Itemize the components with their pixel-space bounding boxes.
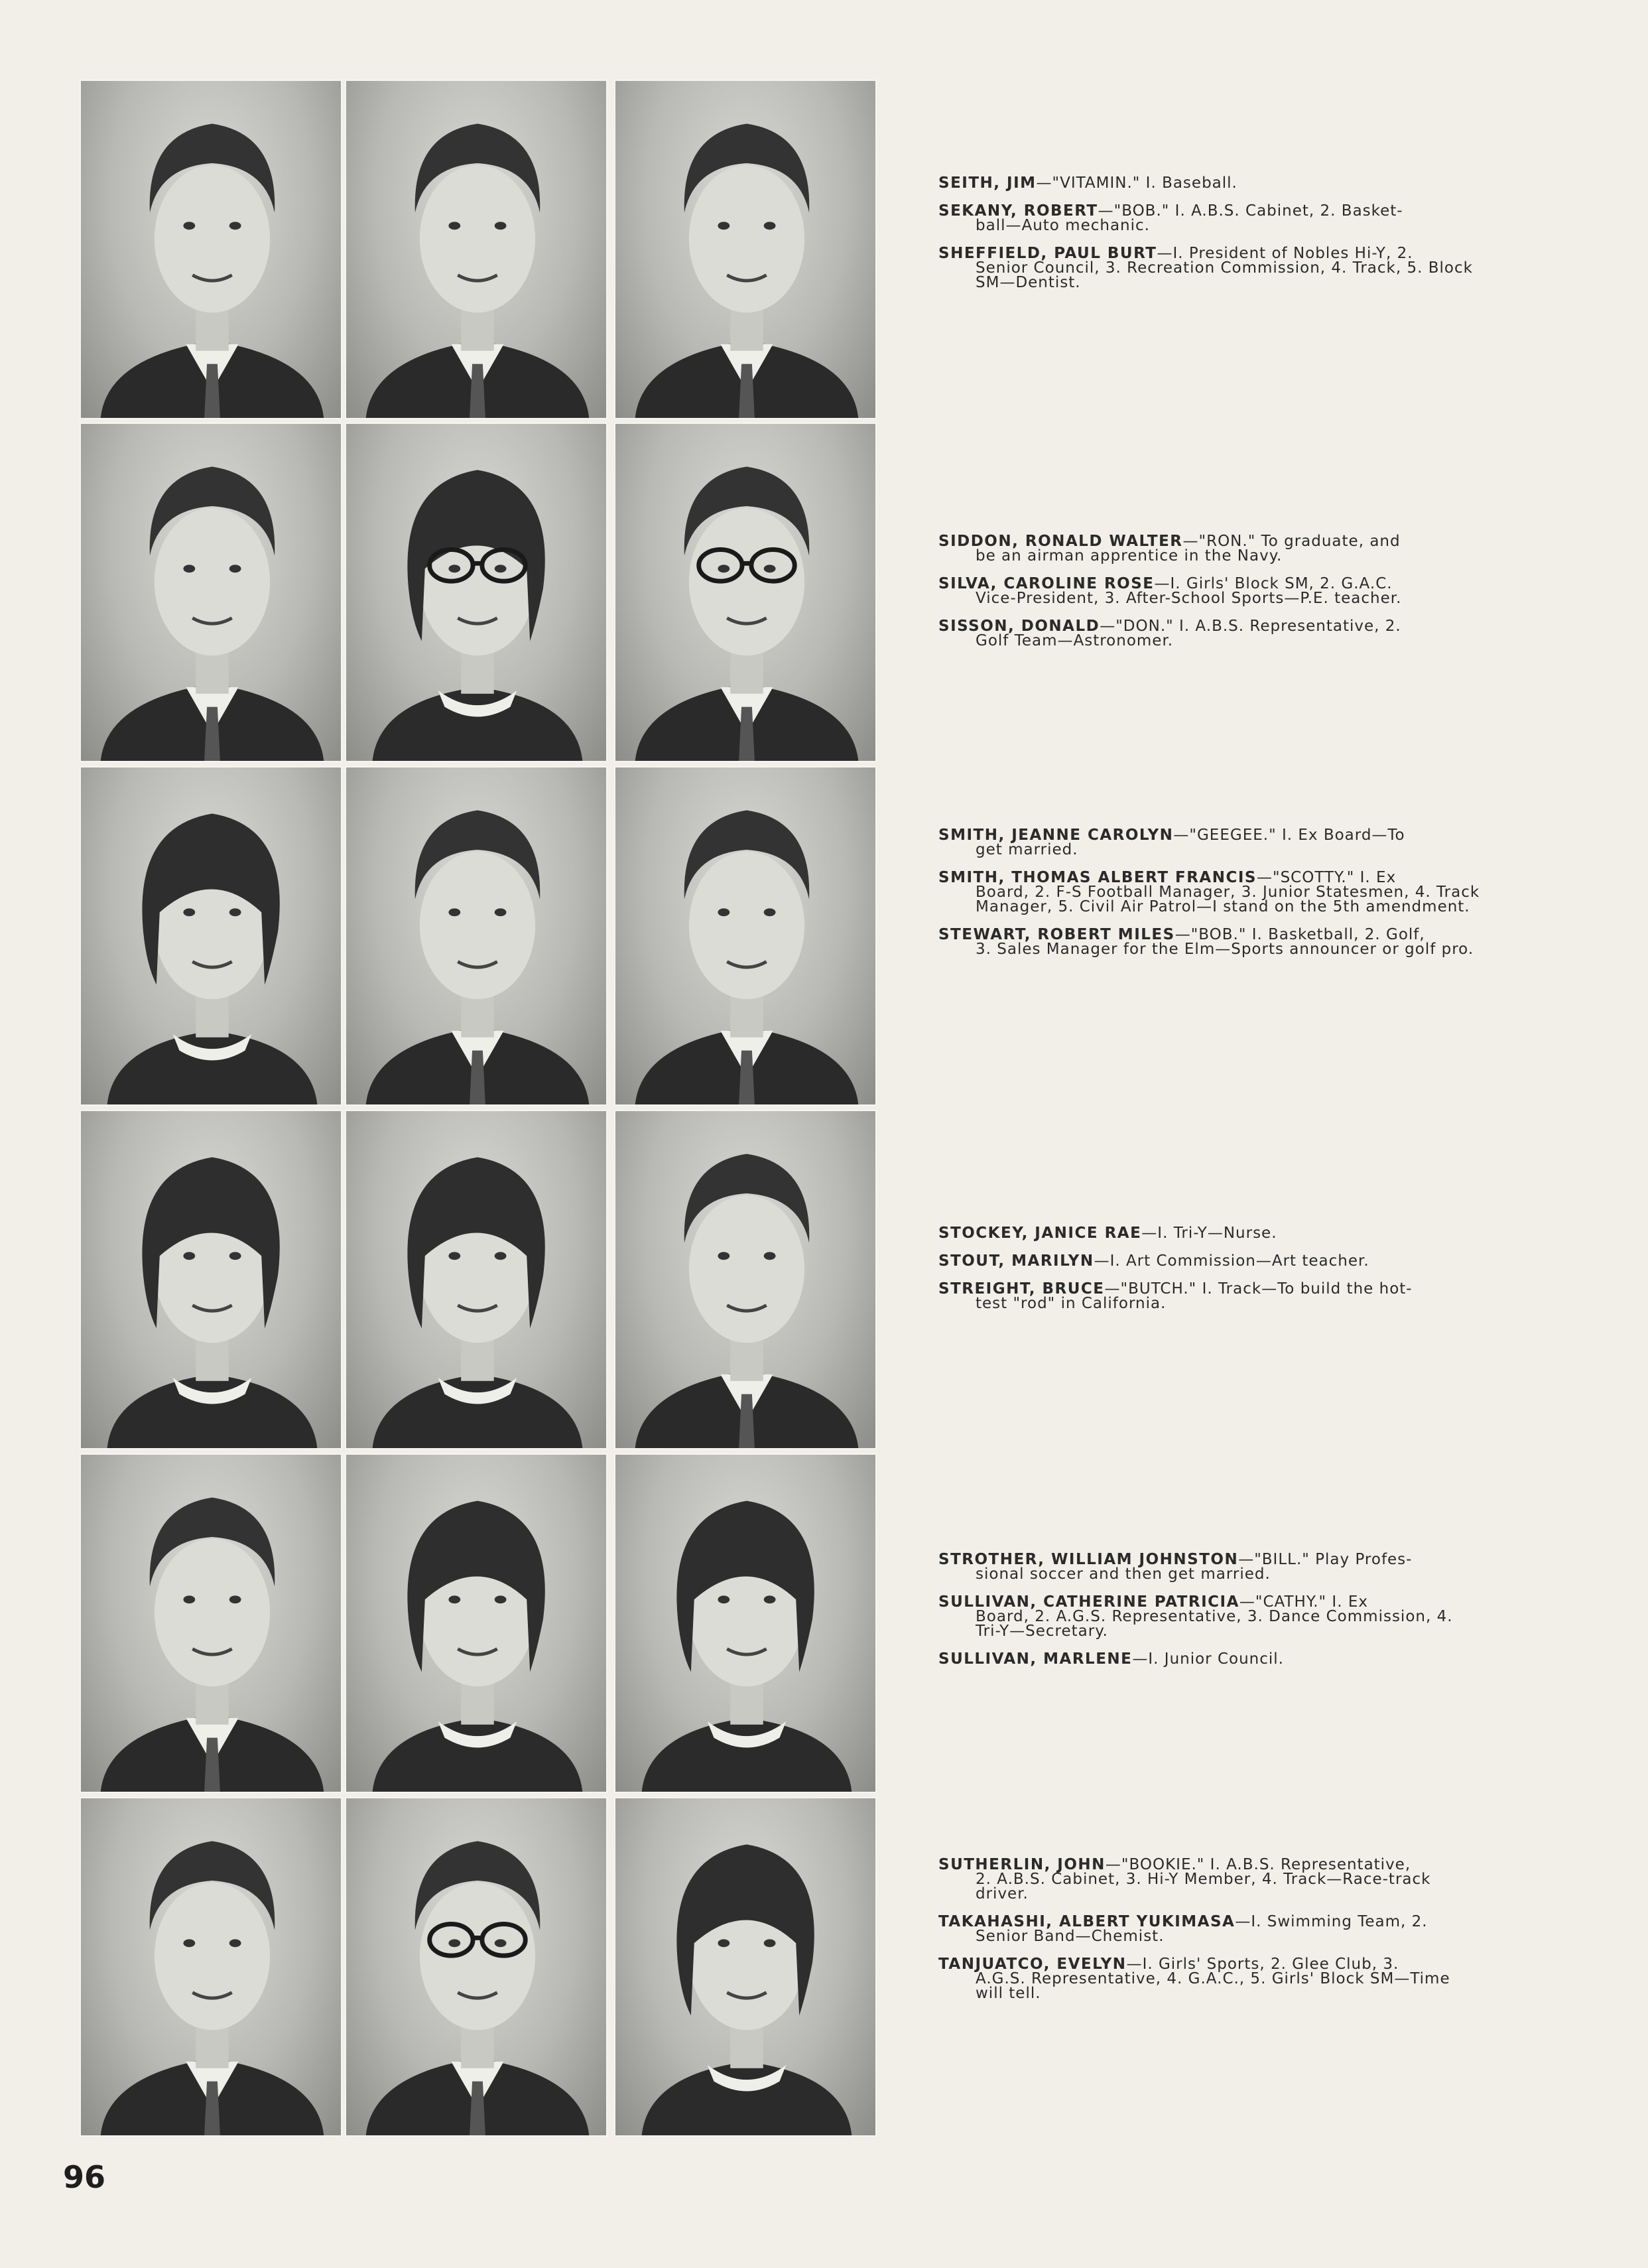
student-activities: —"RON." To graduate, and (1182, 533, 1401, 550)
student-entry (938, 619, 1482, 648)
student-portrait (614, 766, 877, 1106)
student-portrait (345, 766, 607, 1106)
student-name: SULLIVAN, MARLENE (938, 1650, 1133, 1668)
student-activities-continued: Senior Council, 3. Recreation Commission, 4. Track, 5. Block SM—Dentist. (976, 259, 1473, 291)
student-activities-continued: A.G.S. Representative, 4. G.A.C., 5. Girls' Block SM—Time will tell. (976, 1970, 1450, 2002)
student-entry (938, 828, 1482, 857)
student-name: SEITH, JIM (938, 174, 1037, 192)
student-portrait (614, 80, 877, 419)
student-entry (938, 1595, 1482, 1638)
student-portrait (80, 1453, 342, 1793)
student-activities-continued: ball—Auto mechanic. (976, 217, 1150, 234)
student-name: SIDDON, RONALD WALTER (938, 533, 1183, 550)
student-activities-continued: Vice-President, 3. After-School Sports—P.E. teacher. (976, 590, 1402, 607)
student-entry (938, 1226, 1482, 1240)
student-name: SMITH, JEANNE CAROLYN (938, 827, 1174, 844)
student-activities-continued: test "rod" in California. (976, 1295, 1167, 1312)
student-activities: —"BILL." Play Profes- (1238, 1551, 1413, 1568)
student-entry (938, 1857, 1482, 1901)
student-activities: —I. Girls' Block SM, 2. G.A.C. (1154, 575, 1393, 592)
page-number: 96 (63, 2159, 106, 2195)
student-entry (938, 204, 1482, 233)
student-name: SUTHERLIN, JOHN (938, 1856, 1106, 1873)
student-entry (938, 1652, 1482, 1666)
student-name: SULLIVAN, CATHERINE PATRICIA (938, 1593, 1239, 1611)
student-entry (938, 534, 1482, 563)
student-activities-continued: 2. A.B.S. Cabinet, 3. Hi-Y Member, 4. Track—Race-track driver. (976, 1871, 1431, 1902)
student-activities: —I. Art Commission—Art teacher. (1094, 1252, 1369, 1270)
student-activities: —I. Girls' Sports, 2. Glee Club, 3. (1126, 1956, 1399, 1973)
student-name: TAKAHASHI, ALBERT YUKIMASA (938, 1913, 1236, 1930)
student-activities: —"BOB." I. Basketball, 2. Golf, (1174, 926, 1425, 943)
student-activities-continued: 3. Sales Manager for the Elm—Sports announcer or golf pro. (976, 941, 1474, 958)
student-name: STROTHER, WILLIAM JOHNSTON (938, 1551, 1239, 1568)
student-portrait (345, 423, 607, 762)
entry-group (938, 828, 1482, 970)
student-entry (938, 1552, 1482, 1581)
student-activities: —"CATHY." I. Ex (1239, 1593, 1368, 1611)
student-name: SMITH, THOMAS ALBERT FRANCIS (938, 869, 1257, 886)
student-entry (938, 1914, 1482, 1944)
student-activities: —"VITAMIN." I. Baseball. (1036, 174, 1237, 192)
student-name: SILVA, CAROLINE ROSE (938, 575, 1155, 592)
student-activities-continued: be an airman apprentice in the Navy. (976, 547, 1283, 565)
portrait-grid (80, 80, 882, 2139)
student-portrait (80, 423, 342, 762)
entry-group (938, 1552, 1482, 1680)
student-name: STEWART, ROBERT MILES (938, 926, 1175, 943)
entry-group (938, 176, 1482, 303)
student-activities: —"GEEGEE." I. Ex Board—To (1173, 827, 1405, 844)
student-activities: —I. Swimming Team, 2. (1235, 1913, 1428, 1930)
student-name: STOUT, MARILYN (938, 1252, 1094, 1270)
student-activities: —I. President of Nobles Hi-Y, 2. (1157, 245, 1413, 262)
student-entry (938, 927, 1482, 957)
entry-group (938, 1857, 1482, 2014)
student-activities-continued: Senior Band—Chemist. (976, 1928, 1165, 1945)
student-entry (938, 870, 1482, 914)
student-activities-continued: get married. (976, 841, 1078, 858)
student-portrait (80, 80, 342, 419)
student-name: SEKANY, ROBERT (938, 202, 1098, 220)
student-activities: —"BUTCH." I. Track—To build the hot- (1104, 1280, 1413, 1298)
student-name: SISSON, DONALD (938, 618, 1100, 635)
student-activities: —"BOOKIE." I. A.B.S. Representative, (1105, 1856, 1411, 1873)
student-portrait (614, 1110, 877, 1449)
student-entry (938, 1957, 1482, 2001)
student-portrait (80, 766, 342, 1106)
student-activities: —I. Junior Council. (1132, 1650, 1284, 1668)
student-activities: —I. Tri-Y—Nurse. (1141, 1225, 1277, 1242)
student-activities: —"SCOTTY." I. Ex (1257, 869, 1397, 886)
student-name: STREIGHT, BRUCE (938, 1280, 1105, 1298)
student-portrait (80, 1110, 342, 1449)
student-entry (938, 1282, 1482, 1311)
entry-group (938, 534, 1482, 661)
student-activities: —"BOB." I. A.B.S. Cabinet, 2. Basket- (1098, 202, 1403, 220)
student-activities-continued: Golf Team—Astronomer. (976, 632, 1174, 649)
student-portrait (80, 1797, 342, 2137)
student-name: SHEFFIELD, PAUL BURT (938, 245, 1157, 262)
student-activities-continued: sional soccer and then get married. (976, 1566, 1271, 1583)
student-portrait (345, 1797, 607, 2137)
student-portrait (614, 1453, 877, 1793)
student-portrait (614, 423, 877, 762)
student-activities-continued: Board, 2. F-S Football Manager, 3. Junior Statesmen, 4. Track Manager, 5. Civil Air Patrol—I stand on the 5th amendment. (976, 884, 1480, 915)
student-entry (938, 176, 1482, 190)
student-activities-continued: Board, 2. A.G.S. Representative, 3. Dance Commission, 4. Tri-Y—Secretary. (976, 1608, 1453, 1640)
student-portrait (614, 1797, 877, 2137)
student-activities: —"DON." I. A.B.S. Representative, 2. (1100, 618, 1401, 635)
student-entry (938, 246, 1482, 290)
student-name: TANJUATCO, EVELYN (938, 1956, 1127, 1973)
student-portrait (345, 80, 607, 419)
student-entry (938, 1254, 1482, 1268)
student-name: STOCKEY, JANICE RAE (938, 1225, 1142, 1242)
entry-group (938, 1226, 1482, 1324)
student-entry (938, 576, 1482, 606)
student-portrait (345, 1453, 607, 1793)
student-portrait (345, 1110, 607, 1449)
